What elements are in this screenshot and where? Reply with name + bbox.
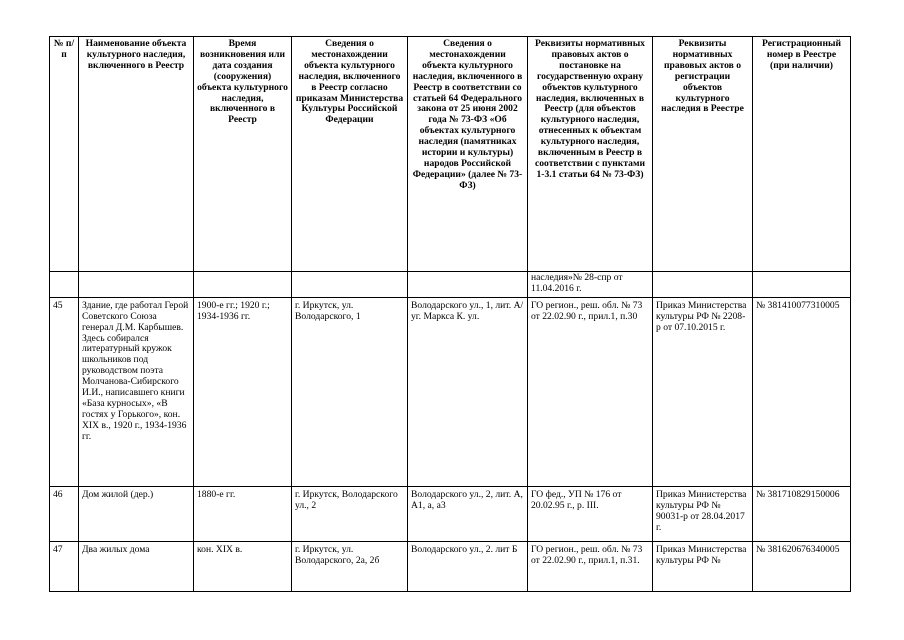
- heritage-register-table: [49, 36, 851, 592]
- header-object-name: Наименование объекта культурного наследия, включенного в Реестр: [79, 37, 194, 272]
- protection-act: ГО регион., реш. обл. № 73 от 22.02.90 г., прил.1, п.31.: [528, 541, 653, 591]
- protection-act: ГО фед., УП № 176 от 20.02.95 г., р. III.: [528, 486, 653, 541]
- table-cell: [653, 272, 753, 298]
- object-name: Два жилых дома: [79, 541, 194, 591]
- header-registration-acts: Реквизиты нормативных правовых актов о регистрации объектов культурного наследия в Реестре: [653, 37, 753, 272]
- header-location-by-order: Сведения о местонахождении объекта культурного наследия, включенного в Реестр согласно приказам Министерства Культуры Российской Федерации: [292, 37, 408, 272]
- location-by-order: г. Иркутск, ул. Володарского, 1: [292, 297, 408, 486]
- header-number: № п/п: [50, 37, 79, 272]
- table-cell: [292, 272, 408, 298]
- location-by-law: Володарского ул., 2, лит. А, А1, а, а3: [408, 486, 528, 541]
- table-cell: [50, 272, 79, 298]
- continuation-row: [50, 272, 851, 298]
- registration-act: Приказ Министерства культуры РФ № 90031-р от 28.04.2017 г.: [653, 486, 753, 541]
- creation-date: кон. XIX в.: [194, 541, 292, 591]
- registration-act: Приказ Министерства культуры РФ №: [653, 541, 753, 591]
- table-row: [50, 541, 851, 591]
- row-number: 46: [50, 486, 79, 541]
- location-by-order: г. Иркутск, Володарского ул., 2: [292, 486, 408, 541]
- row-number: 47: [50, 541, 79, 591]
- protection-act: ГО регион., реш. обл. № 73 от 22.02.90 г., прил.1, п.30: [528, 297, 653, 486]
- creation-date: 1880-е гг.: [194, 486, 292, 541]
- registration-number: № 381410077310005: [753, 297, 851, 486]
- registration-act: Приказ Министерства культуры РФ № 2208-р от 07.10.2015 г.: [653, 297, 753, 486]
- creation-date: 1900-е гг.; 1920 г.; 1934-1936 гг.: [194, 297, 292, 486]
- continuation-text: наследия»№ 28-спр от 11.04.2016 г.: [528, 272, 653, 298]
- table-row: [50, 297, 851, 486]
- location-by-order: г. Иркутск, ул. Володарского, 2а, 2б: [292, 541, 408, 591]
- object-name: Дом жилой (дер.): [79, 486, 194, 541]
- table-header-row: [50, 37, 851, 272]
- registration-number: № 381710829150006: [753, 486, 851, 541]
- header-protection-acts: Реквизиты нормативных правовых актов о постановке на государственную охрану объектов культурного наследия, включенных в Реестр (для объектов культурного наследия, отнесенных к объектам культурного наследия, включенным в Реестр в соответствии с пунктами 1-3.1 статьи 64 № 73-ФЗ): [528, 37, 653, 272]
- object-name: Здание, где работал Герой Советского Союза генерал Д.М. Карбышев. Здесь собирался литературный кружок школьников под руководством поэта Молчанова-Сибирского И.И., написавшего книги «База курносых», «В гостях у Горького», кон. XIX в., 1920 г., 1934-1936 гг.: [79, 297, 194, 486]
- location-by-law: Володарского ул., 1, лит. А/уг. Маркса К. ул.: [408, 297, 528, 486]
- registration-number: № 381620676340005: [753, 541, 851, 591]
- table-cell: [194, 272, 292, 298]
- header-creation-date: Время возникновения или дата создания (сооружения) объекта культурного наследия, включенного в Реестр: [194, 37, 292, 272]
- table-row: [50, 486, 851, 541]
- table-cell: [79, 272, 194, 298]
- row-number: 45: [50, 297, 79, 486]
- table-cell: [753, 272, 851, 298]
- header-registration-number: Регистрационный номер в Реестре (при наличии): [753, 37, 851, 272]
- table-cell: [408, 272, 528, 298]
- location-by-law: Володарского ул., 2. лит Б: [408, 541, 528, 591]
- header-location-by-law: Сведения о местонахождении объекта культурного наследия, включенного в Реестр в соответствии со статьей 64 Федерального закона от 25 июня 2002 года № 73-ФЗ «Об объектах культурного наследия (памятниках истории и культуры) народов Российской Федерации» (далее № 73-ФЗ): [408, 37, 528, 272]
